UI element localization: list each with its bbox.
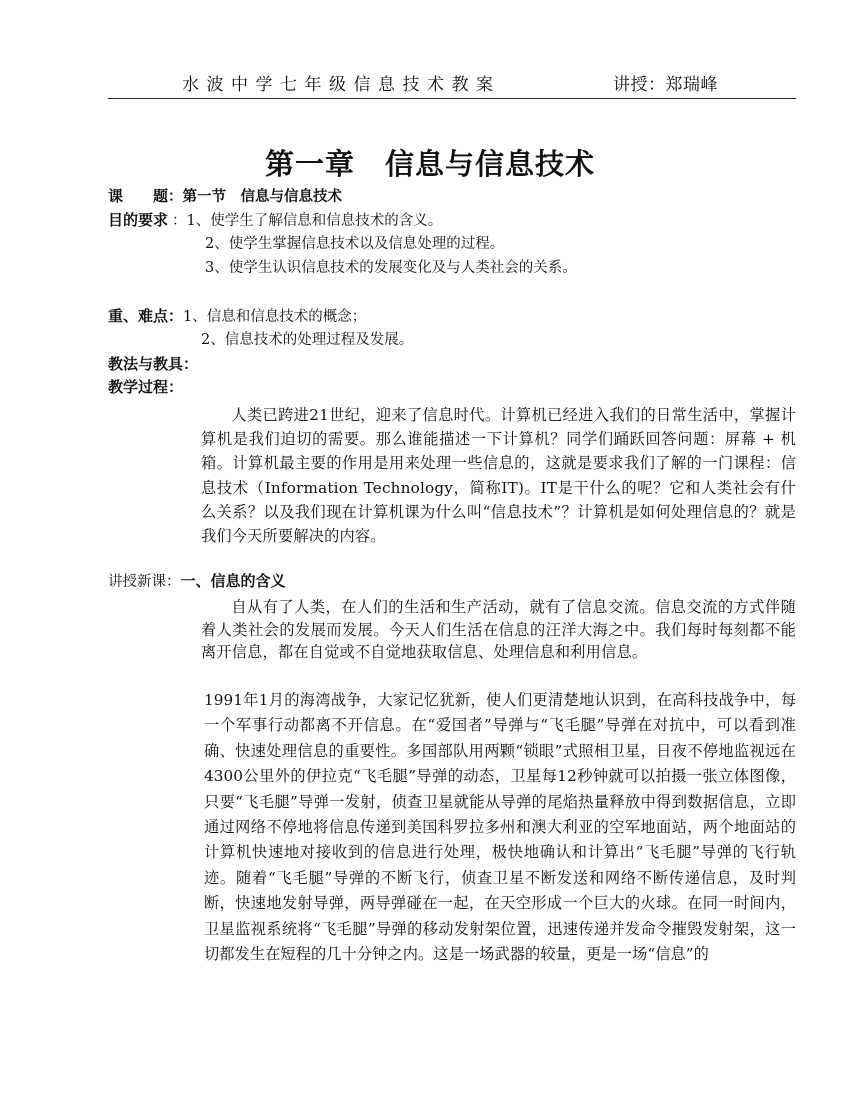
new-lesson-row [108, 570, 286, 593]
topic-value: ：第一节 信息与信息技术 [168, 189, 343, 205]
page-header [108, 70, 796, 99]
topic-label: 课 题 [108, 187, 169, 205]
gulf-war-paragraph [204, 688, 796, 967]
key-point-2: 2、信息技术的处理过程及发展。 [201, 332, 414, 348]
section-title: 一、信息的含义 [180, 572, 286, 590]
chapter-title: 第一章 信息与信息技术 [264, 147, 595, 181]
method-label: 教法与教具： [108, 355, 199, 373]
goals-label: 目的要求 [108, 211, 169, 229]
topic-row [108, 185, 342, 208]
key-point-1: 1、信息和信息技术的概念； [183, 309, 367, 325]
para3-text: 1991年1月的海湾战争，大家记忆犹新，使人们更清楚地认识到，在高科技战争中，每一个军事行动都离不开信息。在“爱国者”导弹与“飞毛腿”导弹在对抗中，可以看到准确、快速处理信息的重要性。多国部队用两颗“锁眼”式照相卫星，日夜不停地监视远在4300公里外的伊拉克“飞毛腿”导弹的动态，卫星每12秒钟就可以拍摄一张立体图像，只要“飞毛腿”导弹一发射，侦查卫星就能从导弹的尾焰热量释放中得到数据信息，立即通过网络不停地将信息传递到美国科罗拉多州和澳大利亚的空军地面站，两个地面站的计算机快速地对接收到的信息进行处理，极快地确认和计算出“飞毛腿”导弹的飞行轨迹。随着“飞毛腿”导弹的不断飞行，侦查卫星不断发送和网络不断传递信息，及时判断，快速地发射导弹，两导弹碰在一起，在天空形成一个巨大的火球。在同一时间内，卫星监视系统将“飞毛腿”导弹的移动发射架位置，迅速传递并发命令摧毁发射架，这一切都发生在短程的几十分钟之内。这是一场武器的较量，更是一场“信息”的 [204, 691, 796, 964]
intro-paragraph [201, 403, 796, 548]
header-teacher: 讲授：郑瑞峰 [613, 75, 718, 95]
header-school: 水波中学七年级信息技术教案 [182, 75, 501, 95]
key-points-row [108, 305, 366, 328]
info-meaning-paragraph [201, 596, 796, 664]
goals-row [108, 209, 442, 232]
key-points-label: 重、难点： [108, 307, 184, 325]
goal-item-2: 2、使学生掌握信息技术以及信息处理的过程。 [205, 236, 505, 252]
new-lesson-label: 讲授新课： [108, 574, 181, 590]
intro-text: 人类已跨进21世纪，迎来了信息时代。计算机已经进入我们的日常生活中，掌握计算机是我们迫切的需要。那么谁能描述一下计算机？同学们踊跃回答问题：屏幕 + 机箱。计算机最主要的作用是用来处理一些信息的，这就是要求我们了解的一门课程：信息技术（Information Technology，简称IT)。IT是干什么的呢？它和人类社会有什么关系？以及我们现在计算机课为什么叫“信息技术”？计算机是如何处理信息的？就是我们今天所要解决的内容。 [201, 406, 796, 546]
goal-item-3: 3、使学生认识信息技术的发展变化及与人类社会的关系。 [205, 260, 577, 276]
process-label: 教学过程： [108, 378, 184, 396]
goals-sep: ： [172, 213, 187, 229]
goal-item-1: 1、使学生了解信息和信息技术的含义。 [186, 213, 443, 229]
para2-text: 自从有了人类，在人们的生活和生产活动，就有了信息交流。信息交流的方式伴随着人类社会的发展而发展。今天人们生活在信息的汪洋大海之中。我们每时每刻都不能离开信息，都在自觉或不自觉地获取信息、处理信息和利用信息。 [201, 598, 796, 661]
